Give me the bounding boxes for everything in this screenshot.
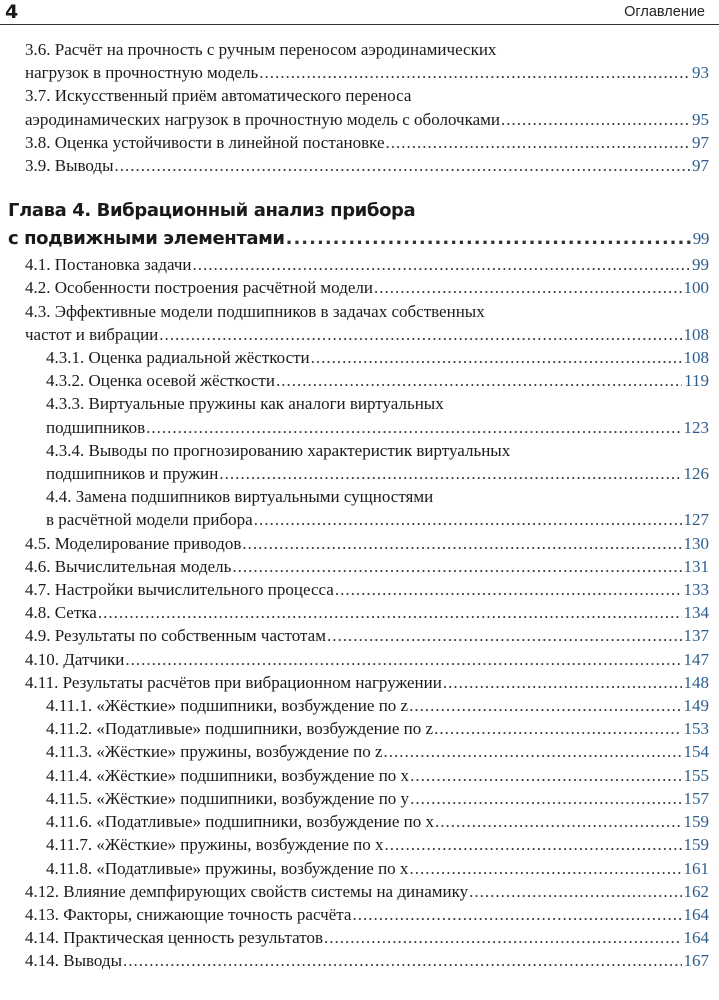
toc-chapter-heading[interactable] [0, 197, 719, 253]
toc-entry-title-line: 4.3.3. Виртуальные пружины как аналоги виртуальных [46, 394, 444, 414]
toc-entry[interactable] [0, 810, 719, 833]
toc-entry[interactable] [0, 833, 719, 856]
toc-entry-title: 4.12. Влияние демпфирующих свойств системы на динамику [25, 881, 469, 901]
running-head: Оглавление [624, 4, 705, 20]
toc-entry-title: 4.14. Практическая ценность результатов [25, 928, 323, 948]
toc-entry-page-number: 100 [683, 278, 709, 298]
toc-entry-title: 4.11.6. «Податливые» подшипники, возбуждение по x [46, 812, 435, 832]
toc-entry[interactable] [0, 154, 719, 177]
dot-leader [232, 555, 681, 578]
toc-entry-title: 4.11.8. «Податливые» пружины, возбуждение по x [46, 858, 409, 878]
toc-entry-title: 4.13. Факторы, снижающие точность расчёта [25, 904, 352, 924]
toc-entry[interactable] [0, 787, 719, 810]
toc-entry-page-number: 123 [683, 417, 709, 437]
toc-entry-title: в расчётной модели прибора [46, 510, 253, 530]
toc-entry-title: 4.11.2. «Податливые» подшипники, возбуждение по z [46, 719, 434, 739]
toc-entry-title: 4.9. Результаты по собственным частотам [25, 626, 326, 646]
toc-entry-page-number: 157 [683, 788, 709, 808]
toc-entry-title-line: 4.3.4. Выводы по прогнозированию характеристик виртуальных [46, 440, 511, 460]
dot-leader [259, 61, 690, 84]
toc-entry-title: 4.3.2. Оценка осевой жёсткости [46, 371, 275, 391]
dot-leader [501, 108, 690, 131]
dot-leader [409, 857, 681, 880]
dot-leader [443, 671, 682, 694]
toc-entry-title: частот и вибрации [25, 324, 159, 344]
toc-entry-page-number: 93 [692, 63, 709, 83]
toc-entry-title: 4.2. Особенности построения расчётной модели [25, 278, 373, 298]
toc-entry[interactable] [0, 949, 719, 972]
toc-entry[interactable] [0, 346, 719, 369]
toc-entry[interactable] [0, 740, 719, 763]
toc-entry-title: 4.5. Моделирование приводов [25, 533, 242, 553]
toc-entry-page-number: 130 [683, 533, 709, 553]
toc-entry-title: 4.7. Настройки вычислительного процесса [25, 580, 334, 600]
toc-entry-page-number: 131 [683, 556, 709, 576]
toc-entry[interactable] [0, 578, 719, 601]
toc-entry-page-number: 137 [683, 626, 709, 646]
toc-entry-title-line: 4.3. Эффективные модели подшипников в задачах собственных [25, 301, 485, 321]
toc-entry-page-number: 147 [683, 649, 709, 669]
toc-entry[interactable] [0, 694, 719, 717]
toc-entry[interactable] [0, 880, 719, 903]
toc-entry-page-number: 153 [683, 719, 709, 739]
toc-entry-page-number: 97 [692, 132, 709, 152]
toc-entry-page-number: 133 [683, 580, 709, 600]
page-number: 4 [5, 1, 19, 23]
dot-leader [193, 253, 690, 276]
toc-entry[interactable] [0, 300, 719, 346]
dot-leader [286, 225, 691, 253]
chapter-page-number: 99 [692, 229, 709, 249]
dot-leader [374, 276, 682, 299]
dot-leader [311, 346, 682, 369]
toc-entry-page-number: 149 [683, 696, 709, 716]
dot-leader [159, 323, 681, 346]
toc-entry[interactable] [0, 601, 719, 624]
toc-entry-page-number: 164 [683, 904, 709, 924]
toc-entry[interactable] [0, 84, 719, 130]
dot-leader [327, 624, 682, 647]
toc-entry[interactable] [0, 555, 719, 578]
toc-entry-title: 4.11. Результаты расчётов при вибрационном нагружении [25, 672, 442, 692]
dot-leader [254, 508, 682, 531]
toc-entry-page-number: 155 [683, 765, 709, 785]
dot-leader [242, 532, 681, 555]
toc-entry[interactable] [0, 903, 719, 926]
toc-entry-title: 4.1. Постановка задачи [25, 255, 192, 275]
dot-leader [435, 810, 681, 833]
toc-entry[interactable] [0, 485, 719, 531]
toc-entry-title-line: 4.4. Замена подшипников виртуальными сущностями [46, 487, 434, 507]
dot-leader [276, 369, 682, 392]
toc-entry-page-number: 154 [683, 742, 709, 762]
toc-entry[interactable] [0, 38, 719, 84]
toc-entry-title: 4.11.1. «Жёсткие» подшипники, возбуждение по z [46, 696, 409, 716]
toc-entry[interactable] [0, 439, 719, 485]
dot-leader [384, 740, 682, 763]
toc-entry-page-number: 161 [683, 858, 709, 878]
chapter-heading-line-2: с подвижными элементами [8, 228, 285, 250]
dot-leader [146, 416, 681, 439]
toc-entry-page-number: 134 [683, 603, 709, 623]
toc-entry-page-number: 159 [683, 812, 709, 832]
dot-leader [469, 880, 681, 903]
toc-entry-title: подшипников [46, 417, 146, 437]
toc-entry-title: 4.11.3. «Жёсткие» пружины, возбуждение по z [46, 742, 383, 762]
toc-entry-title: 4.14. Выводы [25, 951, 123, 971]
dot-leader [123, 949, 681, 972]
toc-entry-page-number: 108 [683, 348, 709, 368]
dot-leader [115, 154, 690, 177]
toc-entry-title: 4.6. Вычислительная модель [25, 556, 232, 576]
toc-entry[interactable] [0, 392, 719, 438]
dot-leader [324, 926, 682, 949]
dot-leader [384, 833, 681, 856]
toc-entry-title: 4.3.1. Оценка радиальной жёсткости [46, 348, 310, 368]
dot-leader [410, 787, 681, 810]
toc-entry-page-number: 127 [683, 510, 709, 530]
dot-leader [434, 717, 681, 740]
dot-leader [219, 462, 681, 485]
dot-leader [386, 131, 690, 154]
toc-entry[interactable] [0, 624, 719, 647]
toc-entry-title: 4.11.7. «Жёсткие» пружины, возбуждение по x [46, 835, 384, 855]
toc-entry-page-number: 95 [692, 109, 709, 129]
toc-entry-title: подшипников и пружин [46, 464, 219, 484]
toc-entry[interactable] [0, 764, 719, 787]
toc-entry-page-number: 148 [683, 672, 709, 692]
dot-leader [409, 694, 681, 717]
chapter-heading-line-1: Глава 4. Вибрационный анализ прибора [8, 200, 416, 222]
dot-leader [352, 903, 681, 926]
header-rule [0, 24, 719, 25]
toc-entry-title-line: 3.7. Искусственный приём автоматического переноса [25, 86, 412, 106]
toc-entry-title: 4.11.5. «Жёсткие» подшипники, возбуждение по y [46, 788, 410, 808]
page-header [0, 0, 719, 27]
toc-chapter-4-sections [0, 253, 719, 972]
toc-entry[interactable] [0, 131, 719, 154]
toc-entry-page-number: 164 [683, 928, 709, 948]
toc-entry-page-number: 108 [683, 324, 709, 344]
toc-entry[interactable] [0, 369, 719, 392]
toc-entry-page-number: 97 [692, 156, 709, 176]
table-of-contents [0, 38, 719, 973]
dot-leader [335, 578, 682, 601]
toc-entry-title: 3.8. Оценка устойчивости в линейной постановке [25, 132, 385, 152]
toc-entry-title: 3.9. Выводы [25, 156, 114, 176]
toc-entry[interactable] [0, 532, 719, 555]
toc-entry[interactable] [0, 671, 719, 694]
toc-entry[interactable] [0, 648, 719, 671]
toc-entry-page-number: 167 [683, 951, 709, 971]
toc-entry-title: 4.11.4. «Жёсткие» подшипники, возбуждение по x [46, 765, 410, 785]
toc-entry-page-number: 126 [683, 464, 709, 484]
toc-entry-page-number: 99 [692, 255, 709, 275]
toc-entry-title: 4.10. Датчики [25, 649, 125, 669]
toc-entry-page-number: 162 [683, 881, 709, 901]
dot-leader [410, 764, 681, 787]
toc-chapter-3-tail [0, 38, 719, 177]
toc-entry[interactable] [0, 276, 719, 299]
toc-entry-page-number: 119 [684, 371, 709, 391]
toc-entry[interactable] [0, 253, 719, 276]
toc-entry-title: нагрузок в прочностную модель [25, 63, 259, 83]
toc-entry-title-line: 3.6. Расчёт на прочность с ручным переносом аэродинамических [25, 40, 497, 59]
toc-entry[interactable] [0, 926, 719, 949]
toc-entry-title: аэродинамических нагрузок в прочностную модель с оболочками [25, 109, 500, 129]
dot-leader [98, 601, 682, 624]
toc-entry-page-number: 159 [683, 835, 709, 855]
toc-entry-title: 4.8. Сетка [25, 603, 97, 623]
toc-entry[interactable] [0, 717, 719, 740]
dot-leader [125, 648, 681, 671]
toc-entry[interactable] [0, 857, 719, 880]
chapter-gap [0, 177, 719, 197]
